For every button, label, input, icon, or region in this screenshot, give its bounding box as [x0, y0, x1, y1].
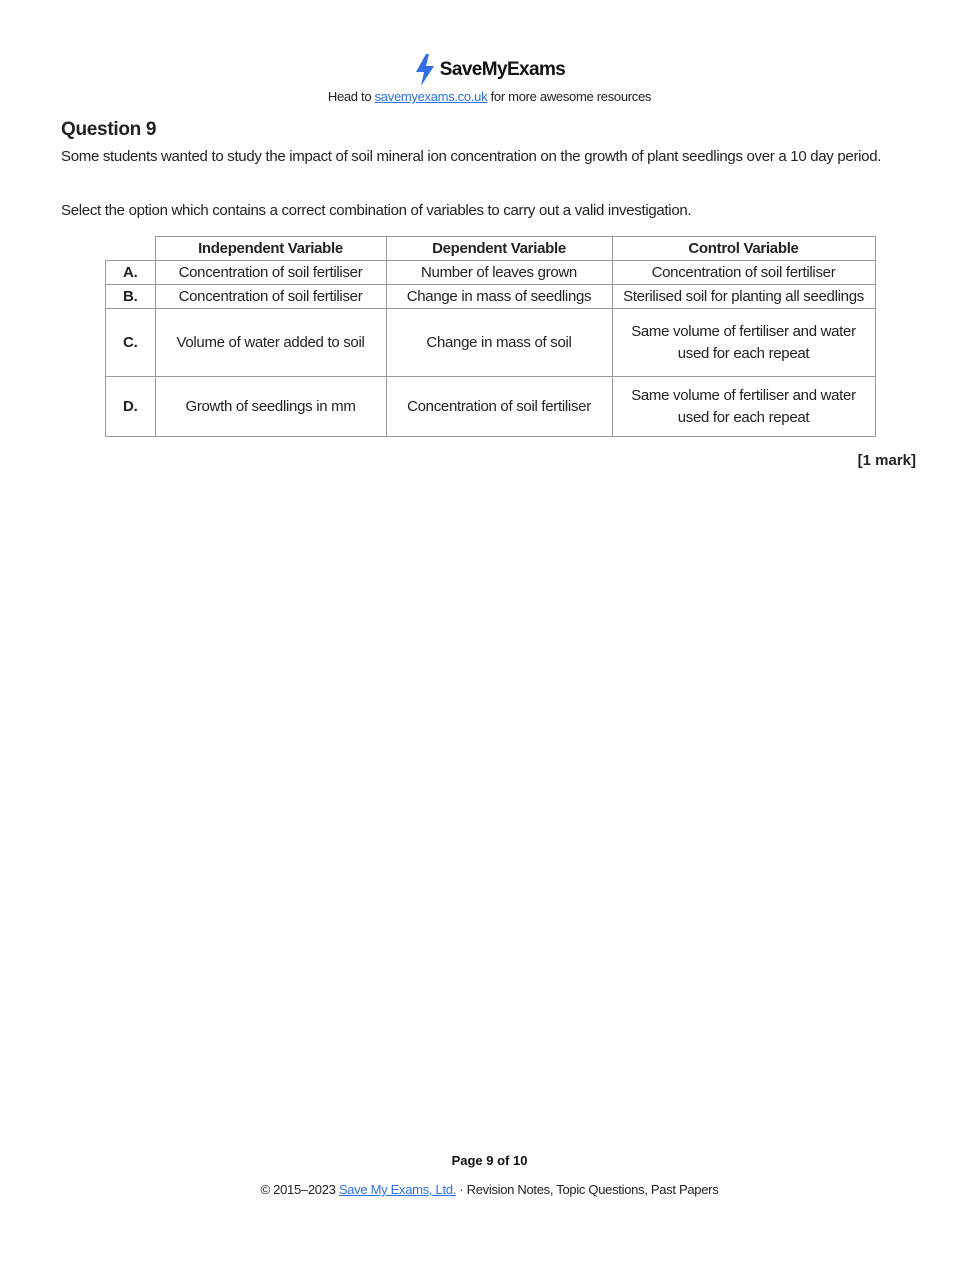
copyright-text: © 2015–2023 — [260, 1182, 339, 1197]
header — [0, 54, 979, 91]
option-label: D. — [106, 377, 156, 437]
tagline-prefix: Head to — [327, 89, 375, 104]
table-cell: Sterilised soil for planting all seedlings — [612, 285, 875, 309]
blank-header-cell — [106, 237, 156, 261]
table-cell: Growth of seedlings in mm — [155, 377, 386, 437]
table-cell: Number of leaves grown — [386, 261, 612, 285]
header-control: Control Variable — [612, 237, 875, 261]
table-cell: Volume of water added to soil — [155, 309, 386, 377]
tagline — [0, 89, 979, 104]
table-cell: Same volume of fertiliser and water used for each repeat — [612, 377, 875, 437]
header-independent: Independent Variable — [155, 237, 386, 261]
footer — [0, 1182, 979, 1197]
table-cell: Same volume of fertiliser and water used for each repeat — [612, 309, 875, 377]
brand-logo[interactable] — [414, 54, 565, 86]
tagline-suffix: for more awesome resources — [487, 89, 652, 104]
site-link[interactable]: savemyexams.co.uk — [374, 89, 488, 104]
option-label: B. — [106, 285, 156, 309]
table-header-row — [106, 237, 876, 261]
company-link[interactable]: Save My Exams, Ltd. — [338, 1182, 456, 1197]
table-cell: Change in mass of seedlings — [386, 285, 612, 309]
page-number: Page 9 of 10 — [451, 1153, 528, 1168]
table-row — [106, 377, 876, 437]
table-cell: Concentration of soil fertiliser — [155, 285, 386, 309]
table-cell: Change in mass of soil — [386, 309, 612, 377]
brand-name: SaveMyExams — [439, 59, 566, 80]
table-cell: Concentration of soil fertiliser — [612, 261, 875, 285]
table-row — [106, 285, 876, 309]
question-instruction: Select the option which contains a correct combination of variables to carry out a valid investigation. — [61, 202, 692, 219]
option-label: A. — [106, 261, 156, 285]
question-text: Some students wanted to study the impact of soil mineral ion concentration on the growth of plant seedlings over a 10 day period. — [61, 148, 882, 165]
question-title: Question 9 — [61, 119, 157, 140]
variables-table — [105, 236, 876, 437]
marks-label: [1 mark] — [857, 452, 916, 469]
table-row — [106, 309, 876, 377]
table-cell: Concentration of soil fertiliser — [386, 377, 612, 437]
footer-suffix: · Revision Notes, Topic Questions, Past Papers — [456, 1182, 719, 1197]
header-dependent: Dependent Variable — [386, 237, 612, 261]
option-label: C. — [106, 309, 156, 377]
table-cell: Concentration of soil fertiliser — [155, 261, 386, 285]
lightning-bolt-icon — [414, 54, 436, 86]
table-row — [106, 261, 876, 285]
